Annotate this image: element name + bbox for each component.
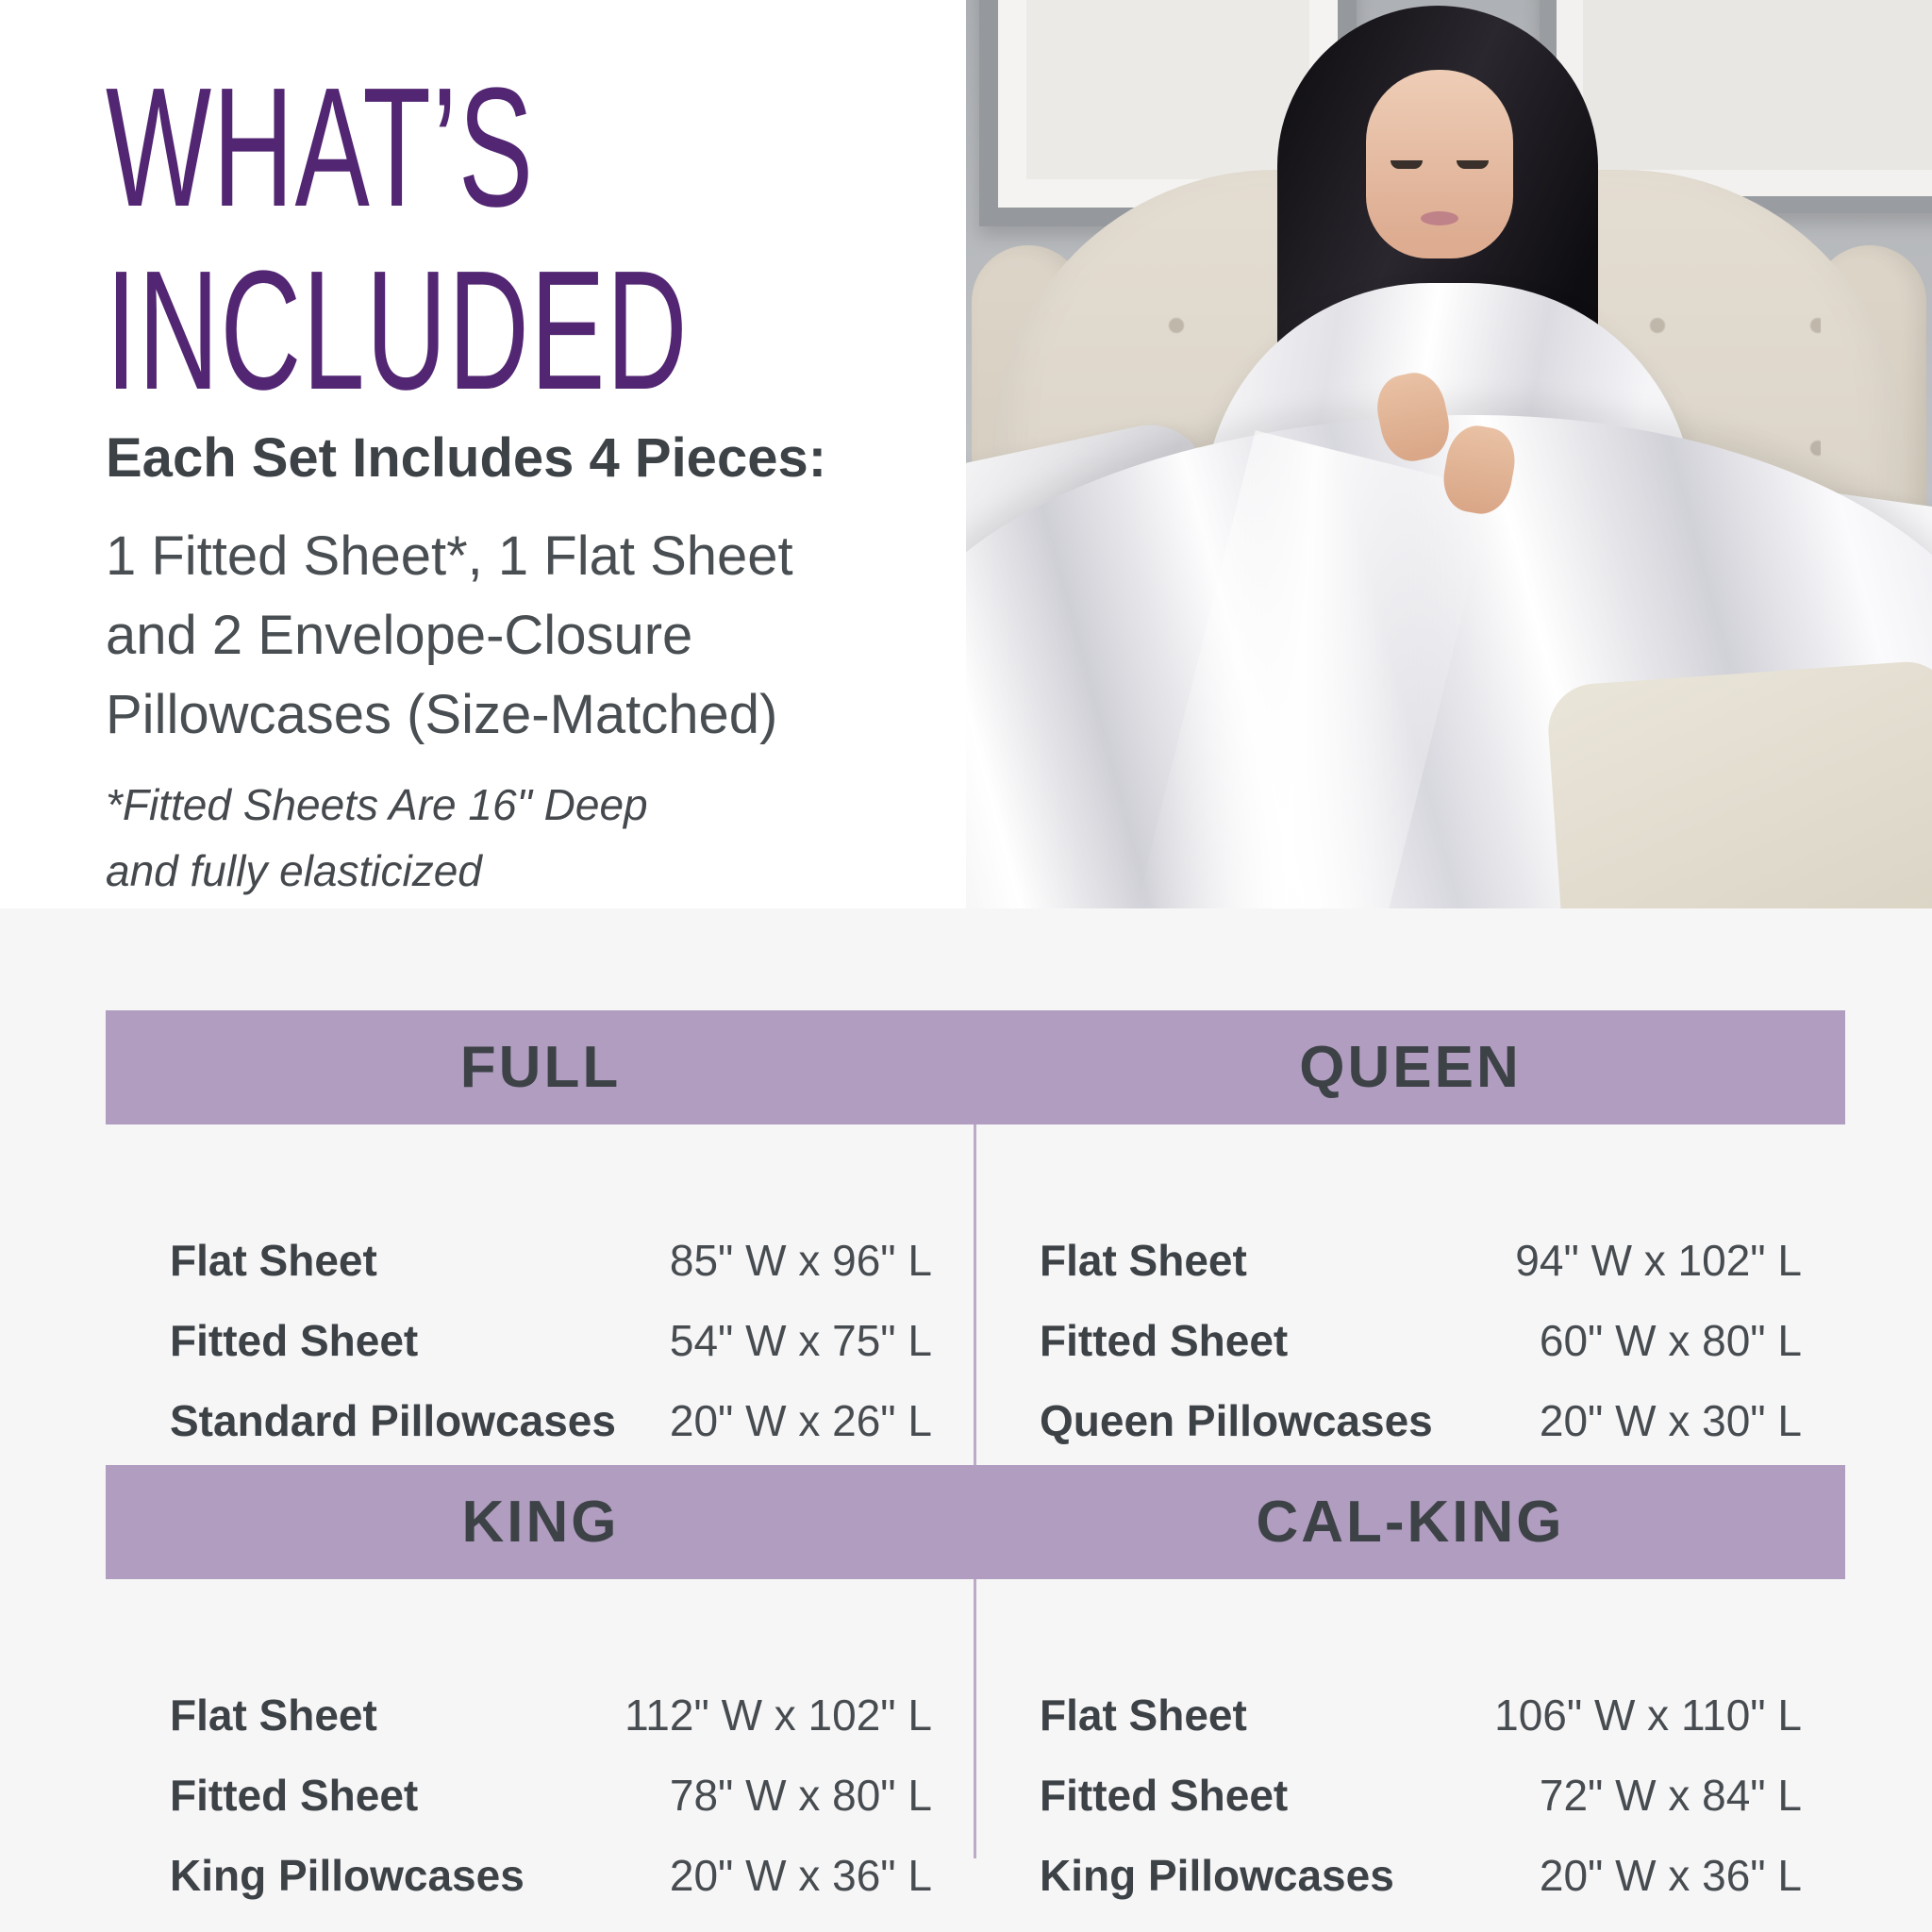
size-header-queen bbox=[975, 1010, 1845, 1124]
row-item-label: King Pillowcases bbox=[170, 1850, 525, 1900]
description-line2: and 2 Envelope-Closure bbox=[106, 605, 693, 666]
size-column-calking bbox=[975, 1674, 1845, 1915]
size-header-full bbox=[106, 1010, 975, 1124]
model-lips bbox=[1421, 211, 1458, 225]
row-item-label: Fitted Sheet bbox=[1040, 1770, 1289, 1820]
table-row bbox=[1040, 1300, 1802, 1380]
size-chart-panel bbox=[0, 908, 1932, 1932]
size-header-calking bbox=[975, 1465, 1845, 1579]
page-title-line1: WHAT’S bbox=[106, 53, 535, 242]
footnote-line1: *Fitted Sheets Are 16" Deep bbox=[106, 780, 648, 829]
size-column-king bbox=[106, 1674, 975, 1915]
table-row bbox=[1040, 1380, 1802, 1460]
table-row bbox=[170, 1300, 932, 1380]
row-dimensions: 72" W x 84" L bbox=[1539, 1770, 1802, 1820]
page-title-line2: INCLUDED bbox=[106, 236, 689, 426]
intro-block bbox=[106, 53, 955, 426]
size-header-full-label: FULL bbox=[459, 1035, 622, 1100]
fitted-sheet-footnote bbox=[106, 772, 860, 904]
row-item-label: Flat Sheet bbox=[170, 1690, 377, 1740]
table-row bbox=[170, 1674, 932, 1755]
size-columns-top bbox=[106, 1220, 1845, 1460]
model-eye-right bbox=[1457, 160, 1489, 169]
description-line3: Pillowcases (Size-Matched) bbox=[106, 684, 778, 745]
row-item-label: Flat Sheet bbox=[1040, 1690, 1247, 1740]
table-row bbox=[1040, 1755, 1802, 1835]
row-item-label: Queen Pillowcases bbox=[1040, 1395, 1433, 1445]
size-header-king-label: KING bbox=[461, 1490, 620, 1555]
row-item-label: Fitted Sheet bbox=[170, 1770, 419, 1820]
size-header-king bbox=[106, 1465, 975, 1579]
table-row bbox=[170, 1220, 932, 1300]
throw-blanket bbox=[1545, 658, 1932, 908]
row-dimensions: 85" W x 96" L bbox=[669, 1235, 932, 1285]
row-dimensions: 106" W x 110" L bbox=[1494, 1690, 1802, 1740]
row-dimensions: 20" W x 36" L bbox=[1539, 1850, 1802, 1900]
size-columns-bottom bbox=[106, 1674, 1845, 1915]
row-dimensions: 94" W x 102" L bbox=[1515, 1235, 1802, 1285]
row-dimensions: 20" W x 30" L bbox=[1539, 1395, 1802, 1445]
size-header-band-bottom bbox=[106, 1465, 1845, 1579]
page-title bbox=[106, 53, 689, 426]
set-contents-description bbox=[106, 517, 992, 755]
model-face bbox=[1366, 70, 1513, 258]
row-item-label: Standard Pillowcases bbox=[170, 1395, 616, 1445]
row-dimensions: 60" W x 80" L bbox=[1539, 1315, 1802, 1365]
row-item-label: King Pillowcases bbox=[1040, 1850, 1394, 1900]
row-item-label: Flat Sheet bbox=[170, 1235, 377, 1285]
row-item-label: Flat Sheet bbox=[1040, 1235, 1247, 1285]
satin-sheen-highlight bbox=[1137, 430, 1493, 908]
size-header-queen-label: QUEEN bbox=[1299, 1035, 1522, 1100]
size-column-full bbox=[106, 1220, 975, 1460]
row-dimensions: 20" W x 26" L bbox=[669, 1395, 932, 1445]
model-eye-left bbox=[1391, 160, 1423, 169]
table-row bbox=[170, 1755, 932, 1835]
product-photo bbox=[966, 0, 1932, 908]
table-row bbox=[170, 1835, 932, 1915]
row-item-label: Fitted Sheet bbox=[1040, 1315, 1289, 1365]
footnote-line2: and fully elasticized bbox=[106, 846, 482, 895]
table-row bbox=[170, 1380, 932, 1460]
row-dimensions: 20" W x 36" L bbox=[669, 1850, 932, 1900]
size-column-queen bbox=[975, 1220, 1845, 1460]
table-row bbox=[1040, 1674, 1802, 1755]
row-dimensions: 112" W x 102" L bbox=[625, 1690, 932, 1740]
table-row bbox=[1040, 1220, 1802, 1300]
size-header-calking-label: CAL-KING bbox=[1256, 1490, 1565, 1555]
size-header-band-top bbox=[106, 1010, 1845, 1124]
set-includes-heading: Each Set Includes 4 Pieces: bbox=[106, 427, 827, 489]
table-row bbox=[1040, 1835, 1802, 1915]
description-line1: 1 Fitted Sheet*, 1 Flat Sheet bbox=[106, 525, 793, 587]
row-dimensions: 54" W x 75" L bbox=[669, 1315, 932, 1365]
row-dimensions: 78" W x 80" L bbox=[669, 1770, 932, 1820]
row-item-label: Fitted Sheet bbox=[170, 1315, 419, 1365]
